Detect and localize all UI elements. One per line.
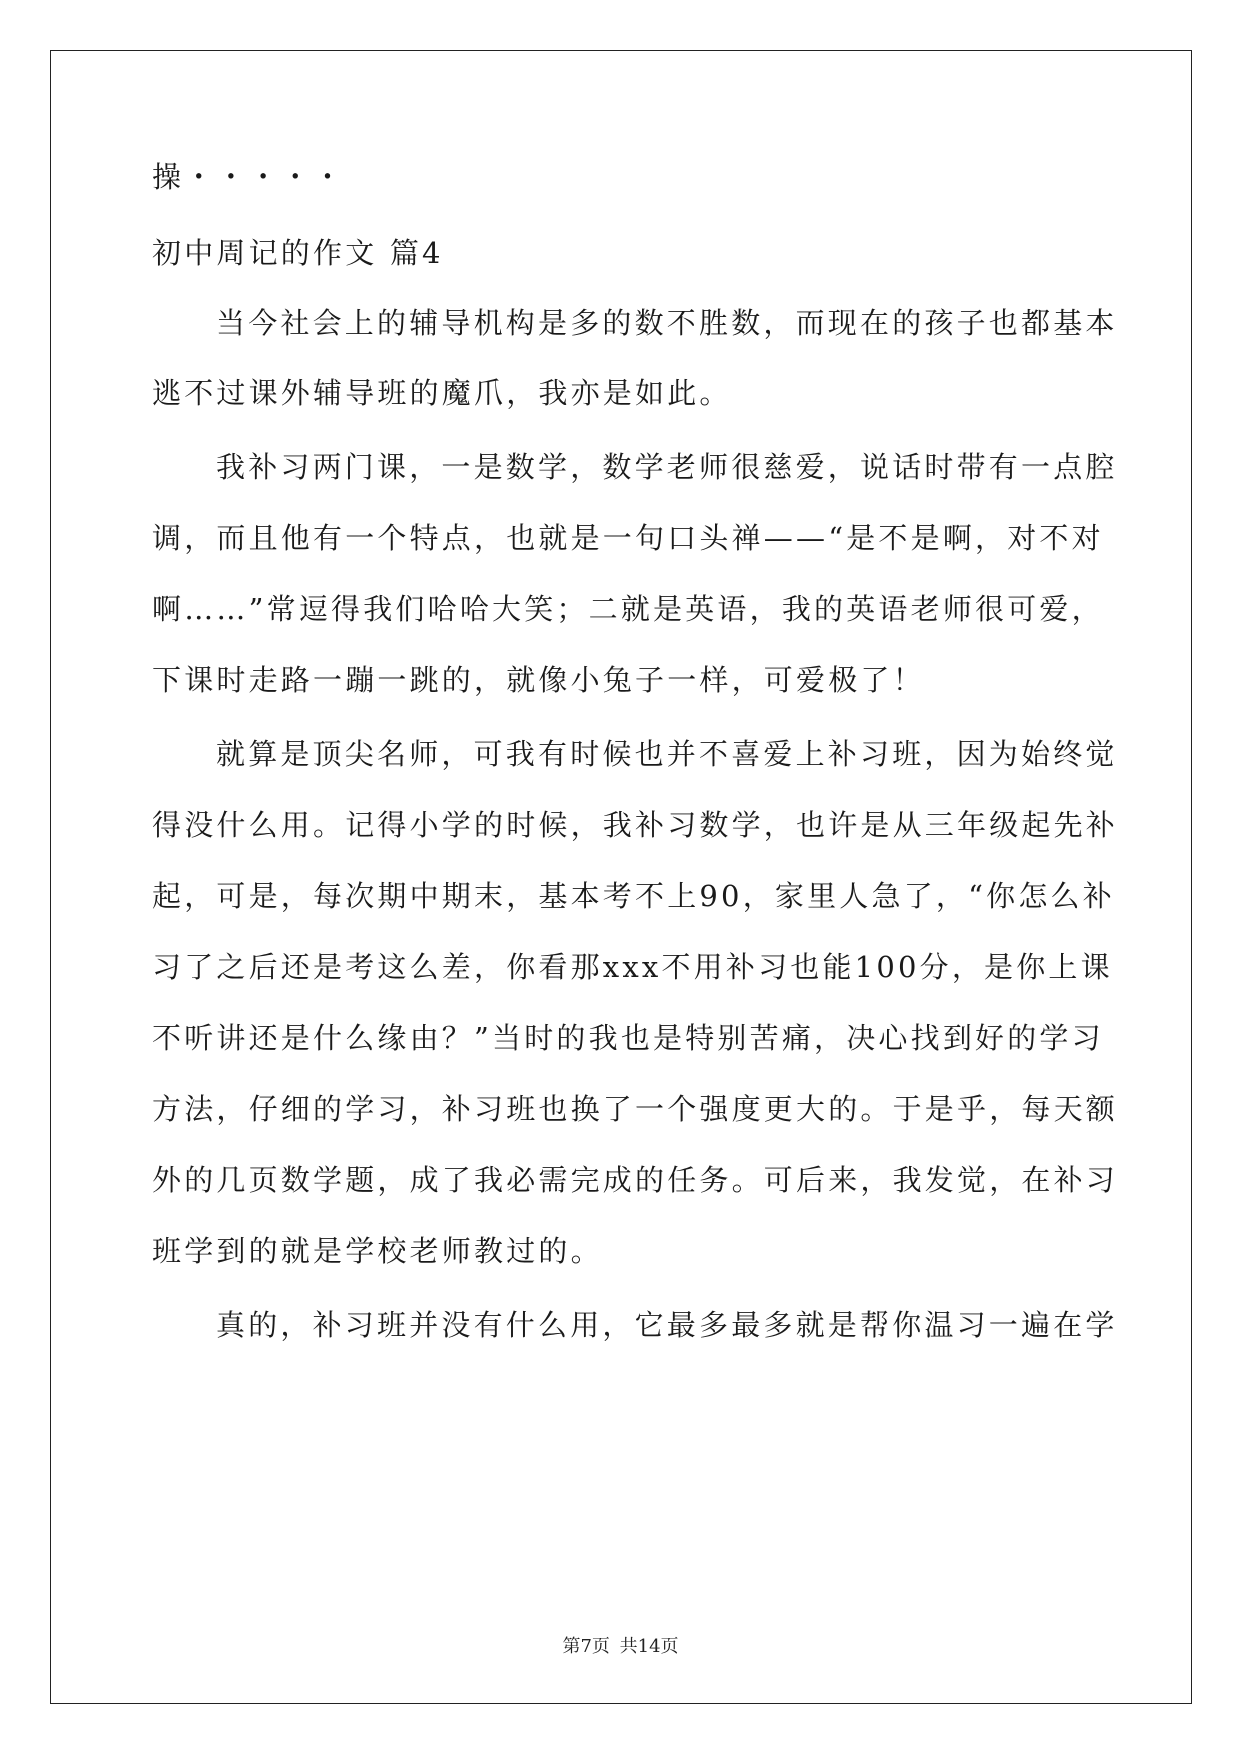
text-line: 不听讲还是什么缘由？”当时的我也是特别苦痛，决心找到好的学习 xyxy=(152,1021,1104,1055)
text-line: 得没什么用。记得小学的时候，我补习数学，也许是从三年级起先补 xyxy=(152,808,1119,842)
text-line: 下课时走路一蹦一跳的，就像小兔子一样，可爱极了！ xyxy=(152,663,925,697)
page-number: 第7页 xyxy=(562,1636,610,1657)
text-line: 真的，补习班并没有什么用，它最多最多就是帮你温习一遍在学 xyxy=(216,1308,1118,1342)
text-line: 操・・・・・ xyxy=(152,160,346,194)
text-line: 啊……”常逗得我们哈哈大笑；二就是英语，我的英语老师很可爱， xyxy=(152,592,1104,626)
text-line: 外的几页数学题，成了我必需完成的任务。可后来，我发觉，在补习 xyxy=(152,1163,1119,1197)
text-line: 班学到的就是学校老师教过的。 xyxy=(152,1234,603,1268)
text-line: 逃不过课外辅导班的魔爪，我亦是如此。 xyxy=(152,376,732,410)
text-line: 起，可是，每次期中期末，基本考不上90，家里人急了，“你怎么补 xyxy=(152,879,1115,913)
text-line: 调，而且他有一个特点，也就是一句口头禅——“是不是啊，对不对 xyxy=(152,521,1104,555)
text-line: 就算是顶尖名师，可我有时候也并不喜爱上补习班，因为始终觉 xyxy=(216,737,1118,771)
text-line: 习了之后还是考这么差，你看那xxx不用补习也能100分，是你上课 xyxy=(152,950,1113,984)
page-total: 共14页 xyxy=(619,1636,679,1657)
text-line: 当今社会上的辅导机构是多的数不胜数，而现在的孩子也都基本 xyxy=(216,306,1118,340)
section-heading: 初中周记的作文 篇4 xyxy=(152,236,444,270)
text-line: 我补习两门课，一是数学，数学老师很慈爱，说话时带有一点腔 xyxy=(216,450,1118,484)
page-footer xyxy=(0,1632,1241,1658)
text-line: 方法，仔细的学习，补习班也换了一个强度更大的。于是乎，每天额 xyxy=(152,1092,1119,1126)
